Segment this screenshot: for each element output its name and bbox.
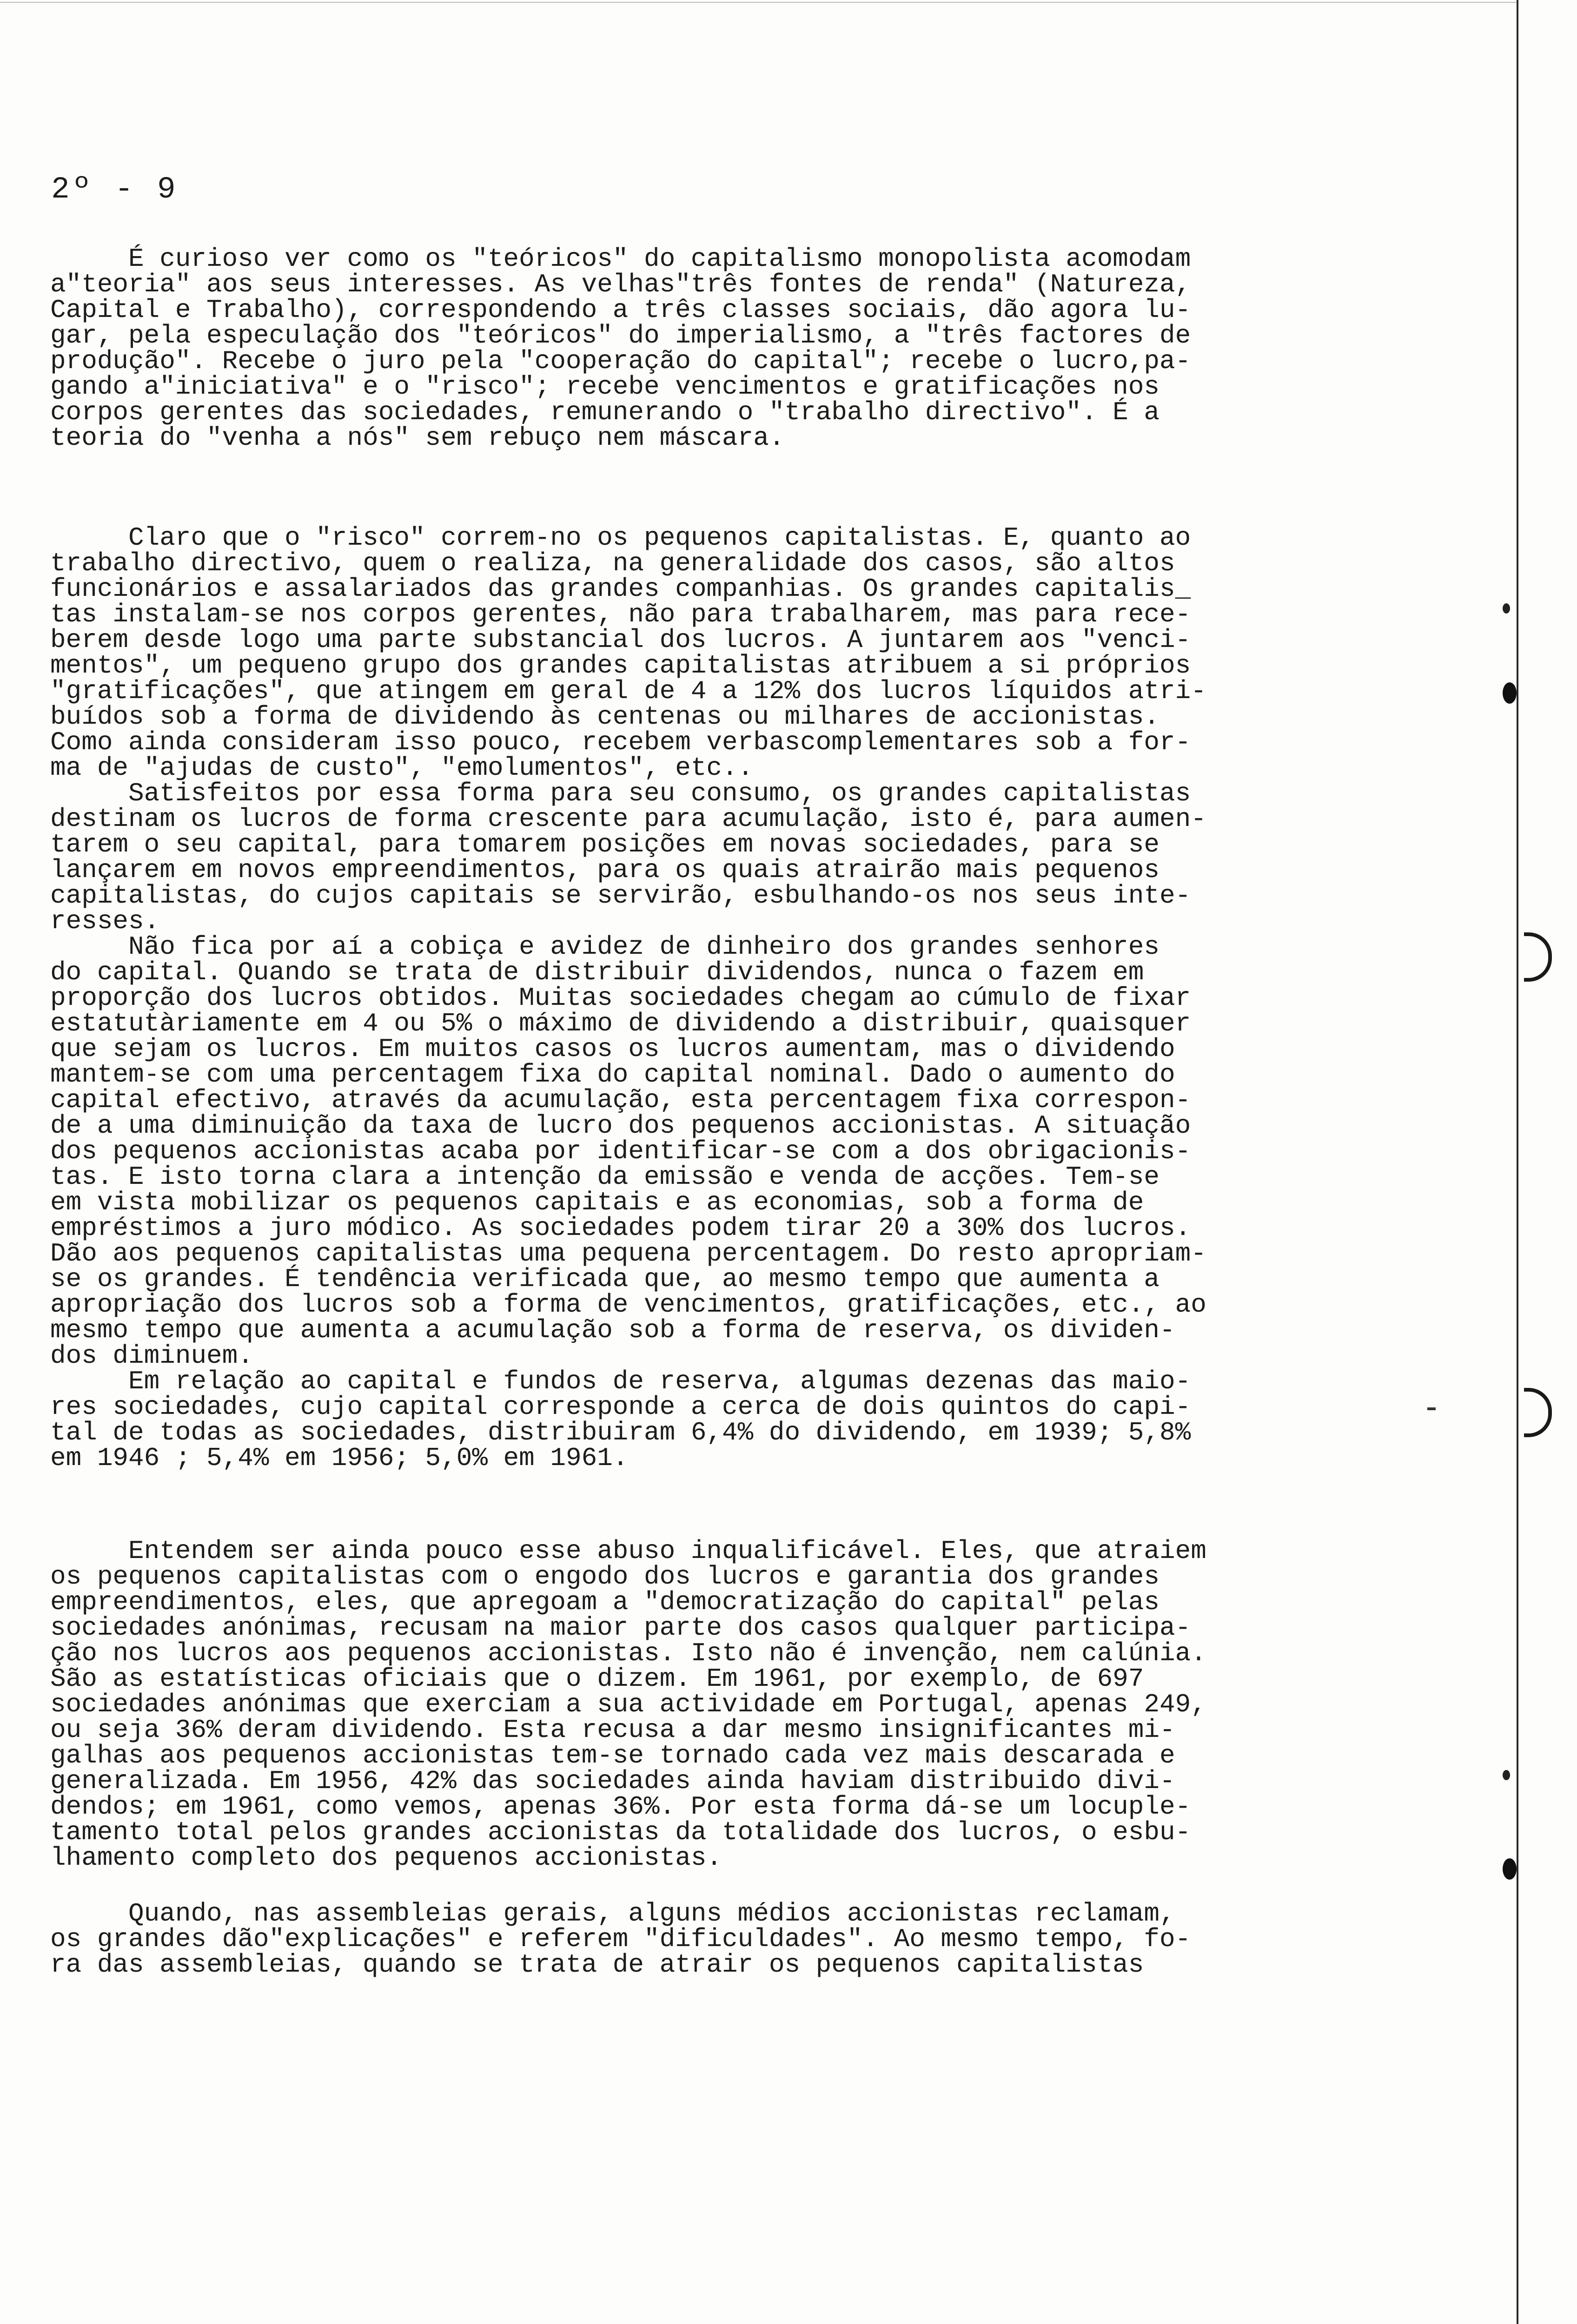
text-line: empréstimos a juro módico. As sociedades podem tirar 20 a 30% dos lucros. bbox=[50, 1213, 1191, 1243]
paragraph-4 bbox=[50, 1901, 1464, 1978]
text-line: empreendimentos, eles, que apregoam a "democratização do capital" pelas bbox=[50, 1587, 1160, 1617]
text-line: se os grandes. É tendência verificada que, ao mesmo tempo que aumenta a bbox=[50, 1264, 1160, 1294]
text-line: em vista mobilizar os pequenos capitais e as economias, sob a forma de bbox=[50, 1188, 1144, 1217]
text-line: generalizada. Em 1956, 42% das sociedades ainda haviam distribuido divi- bbox=[50, 1766, 1175, 1796]
text-line: Quando, nas assembleias gerais, alguns médios accionistas reclamam, bbox=[50, 1899, 1175, 1928]
text-line: "gratificações", que atingem em geral de 4 a 12% dos lucros líquidos atri- bbox=[50, 676, 1206, 706]
text-line: apropriação dos lucros sob a forma de vencimentos, gratificações, etc., ao bbox=[50, 1290, 1206, 1320]
text-line: a"teoria" aos seus interesses. As velhas"três fontes de renda" (Natureza, bbox=[50, 270, 1191, 299]
text-line: Claro que o "risco" correm-no os pequenos capitalistas. E, quanto ao bbox=[50, 523, 1191, 553]
right-margin-line bbox=[1517, 0, 1518, 2324]
text-line: Como ainda consideram isso pouco, recebem verbascomplementares sob a for- bbox=[50, 727, 1191, 757]
text-line: lançarem em novos empreendimentos, para os quais atrairão mais pequenos bbox=[50, 855, 1160, 885]
text-line: galhas aos pequenos accionistas tem-se tornado cada vez mais descarada e bbox=[50, 1741, 1175, 1770]
text-line: ou seja 36% deram dividendo. Esta recusa a dar mesmo insignificantes mi- bbox=[50, 1715, 1175, 1745]
text-line: gando a"iniciativa" e o "risco"; recebe vencimentos e gratificações nos bbox=[50, 372, 1160, 402]
text-line: proporção dos lucros obtidos. Muitas sociedades chegam ao cúmulo de fixar bbox=[50, 983, 1191, 1013]
text-line: Entendem ser ainda pouco esse abuso inqualificável. Eles, que atraiem bbox=[50, 1536, 1206, 1566]
text-line: res sociedades, cujo capital corresponde a cerca de dois quintos do capi- bbox=[50, 1392, 1191, 1422]
text-line: estatutàriamente em 4 ou 5% o máximo de dividendo a distribuir, quaisquer bbox=[50, 1009, 1191, 1038]
text-line: os pequenos capitalistas com o engodo dos lucros e garantia dos grandes bbox=[50, 1562, 1160, 1591]
text-line: São as estatísticas oficiais que o dizem. Em 1961, por exemplo, de 697 bbox=[50, 1664, 1144, 1694]
margin-tick-mark bbox=[1427, 1407, 1436, 1410]
text-line: buídos sob a forma de dividendo às centenas ou milhares de accionistas. bbox=[50, 702, 1160, 732]
text-line: Não fica por aí a cobiça e avidez de dinheiro dos grandes senhores bbox=[50, 932, 1160, 962]
text-line: teoria do "venha a nós" sem rebuço nem máscara. bbox=[50, 423, 785, 453]
text-line: dos pequenos accionistas acaba por identificar-se com a dos obrigacionis- bbox=[50, 1136, 1191, 1166]
page-number: 2º - 9 bbox=[51, 172, 179, 207]
text-line: tarem o seu capital, para tomarem posições em novas sociedades, para se bbox=[50, 830, 1160, 859]
paragraph-3 bbox=[50, 1538, 1464, 1871]
text-line: em 1946 ; 5,4% em 1956; 5,0% em 1961. bbox=[50, 1443, 629, 1473]
text-line: É curioso ver como os "teóricos" do capitalismo monopolista acomodam bbox=[50, 244, 1191, 274]
text-line: tas instalam-se nos corpos gerentes, não para trabalharem, mas para rece- bbox=[50, 600, 1191, 629]
text-line: trabalho directivo, quem o realiza, na generalidade dos casos, são altos bbox=[50, 548, 1175, 578]
text-line: sociedades anónimas, recusam na maior parte dos casos qualquer participa- bbox=[50, 1613, 1191, 1643]
text-line: tal de todas as sociedades, distribuiram 6,4% do dividendo, em 1939; 5,8% bbox=[50, 1418, 1191, 1447]
binding-bracket-mark bbox=[1524, 932, 1552, 982]
text-line: tas. E isto torna clara a intenção da emissão e venda de acções. Tem-se bbox=[50, 1162, 1160, 1192]
text-line: ra das assembleias, quando se trata de atrair os pequenos capitalistas bbox=[50, 1950, 1144, 1980]
margin-dot-mark bbox=[1503, 1770, 1510, 1780]
text-line: ção nos lucros aos pequenos accionistas. Isto não é invenção, nem calúnia. bbox=[50, 1638, 1206, 1668]
text-line: os grandes dão"explicações" e referem "dificuldades". Ao mesmo tempo, fo- bbox=[50, 1924, 1191, 1954]
text-line: berem desde logo uma parte substancial dos lucros. A juntarem aos "venci- bbox=[50, 625, 1191, 655]
text-line: dos diminuem. bbox=[50, 1341, 253, 1371]
text-line: de a uma diminuição da taxa de lucro dos pequenos accionistas. A situação bbox=[50, 1111, 1191, 1141]
text-line: que sejam os lucros. Em muitos casos os lucros aumentam, mas o dividendo bbox=[50, 1034, 1175, 1064]
text-line: Satisfeitos por essa forma para seu consumo, os grandes capitalistas bbox=[50, 779, 1191, 808]
binding-bracket-mark bbox=[1524, 1388, 1552, 1437]
text-line: capitalistas, do cujos capitais se servirão, esbulhando-os nos seus inte- bbox=[50, 881, 1191, 911]
text-line: sociedades anónimas que exerciam a sua actividade em Portugal, apenas 249, bbox=[50, 1690, 1206, 1719]
text-line: funcionários e assalariados das grandes companhias. Os grandes capitalis_ bbox=[50, 574, 1191, 604]
text-line: mentos", um pequeno grupo dos grandes capitalistas atribuem a si próprios bbox=[50, 651, 1191, 680]
text-line: mesmo tempo que aumenta a acumulação sob a forma de reserva, os dividen- bbox=[50, 1315, 1175, 1345]
text-line: dendos; em 1961, como vemos, apenas 36%. Por esta forma dá-se um locuple- bbox=[50, 1792, 1191, 1822]
punch-hole-mark bbox=[1503, 1858, 1517, 1880]
margin-dot-mark bbox=[1503, 603, 1510, 614]
text-line: lhamento completo dos pequenos accionistas. bbox=[50, 1843, 722, 1873]
text-line: do capital. Quando se trata de distribuir dividendos, nunca o fazem em bbox=[50, 957, 1144, 987]
paragraph-1 bbox=[50, 246, 1464, 451]
text-line: corpos gerentes das sociedades, remunerando o "trabalho directivo". É a bbox=[50, 397, 1160, 427]
text-line: mantem-se com uma percentagem fixa do capital nominal. Dado o aumento do bbox=[50, 1060, 1175, 1089]
text-line: destinam os lucros de forma crescente para acumulação, isto é, para aumen- bbox=[50, 804, 1206, 834]
text-line: Capital e Trabalho), correspondendo a três classes sociais, dão agora lu- bbox=[50, 295, 1191, 325]
text-line: produção". Recebe o juro pela "cooperação do capital"; recebe o lucro,pa- bbox=[50, 346, 1191, 376]
text-line: Dão aos pequenos capitalistas uma pequena percentagem. Do resto apropriam- bbox=[50, 1239, 1206, 1268]
text-line: resses. bbox=[50, 906, 160, 936]
text-line: ma de "ajudas de custo", "emolumentos", etc.. bbox=[50, 753, 754, 783]
paragraph-2 bbox=[50, 525, 1464, 1471]
text-line: tamento total pelos grandes accionistas da totalidade dos lucros, o esbu- bbox=[50, 1817, 1191, 1847]
text-line: capital efectivo, através da acumulação, esta percentagem fixa correspon- bbox=[50, 1085, 1191, 1115]
top-edge-rule bbox=[0, 2, 1517, 3]
text-line: gar, pela especulação dos "teóricos" do imperialismo, a "três factores de bbox=[50, 321, 1191, 350]
punch-hole-mark bbox=[1503, 682, 1517, 704]
text-line: Em relação ao capital e fundos de reserva, algumas dezenas das maio- bbox=[50, 1367, 1191, 1396]
